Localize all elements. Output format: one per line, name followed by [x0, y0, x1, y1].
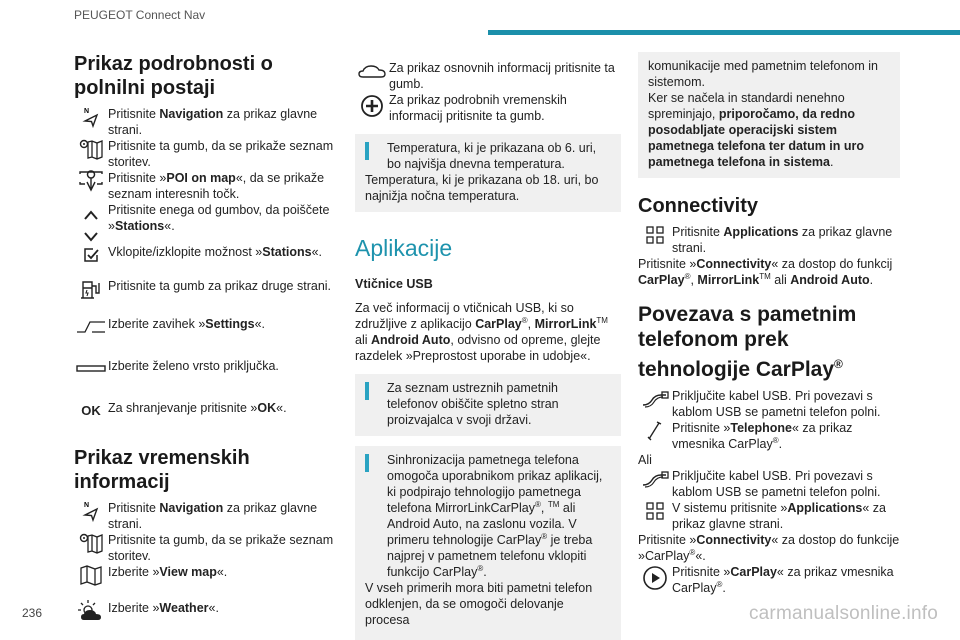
usb-cable-icon [638, 468, 672, 490]
column-1 [74, 52, 336, 622]
charging-station-icon [74, 278, 108, 300]
carplay-icon [638, 564, 672, 592]
or-label: Ali [638, 453, 652, 467]
carplay-step-applications: V sistemu pritisnite »Applications« za prikaz glavne strani. [638, 500, 900, 532]
step-save: OK Za shranjevanje pritisnite »OK«. [74, 400, 336, 422]
section-title-connectivity: Connectivity [638, 195, 759, 217]
section-title-carplay: Povezava s pametnim telefonom prek tehnologije CarPlay® [638, 303, 857, 381]
weather-step-weather: Izberite »Weather«. [74, 600, 336, 622]
carplay-step-usb-alt: Priključite kabel USB. Pri povezavi s kablom USB se pametni telefon polni. [638, 468, 900, 500]
svg-text:N: N [84, 502, 90, 509]
running-header: PEUGEOT Connect Nav [74, 8, 206, 22]
info-marker-icon [365, 454, 369, 472]
usb-cable-icon [638, 388, 672, 410]
poi-map-icon [74, 170, 108, 192]
watermark: carmanualsonline.info [748, 603, 938, 624]
usb-paragraph: Za več informacij o vtičnicah USB, ki so združljive z aplikacijo CarPlay®, MirrorLink™ ali Android Auto, odvisno od opreme, glejte razdelek »Preprostost uporabe in udobje«. [355, 301, 608, 363]
ok-icon: OK [81, 403, 101, 418]
weather-detail-step: Za prikaz podrobnih vremenskih informacij pritisnite ta gumb. [355, 92, 621, 124]
weather-cloud-sun-icon [74, 600, 108, 622]
header-accent-bar [488, 30, 960, 35]
sync-note-continued: komunikacije med pametnim telefonom in sistemom. Ker se načela in standardi nenehno spreminjajo, priporočamo, da redno posodabljate operacijski sistem pametnega telefona ter datum in uro pametnega telefona in sistema. [638, 52, 900, 178]
weather-step-services: Pritisnite ta gumb, da se prikaže seznam storitev. [74, 532, 336, 564]
selection-bar-icon [74, 358, 108, 380]
chevron-up-icon [74, 206, 108, 224]
page-number: 236 [22, 606, 43, 620]
info-marker-icon [365, 142, 369, 160]
settings-map-icon [74, 138, 108, 160]
apps-grid-icon [638, 500, 672, 522]
plus-circle-icon [355, 92, 389, 120]
settings-map-icon [74, 532, 108, 554]
phone-icon [638, 420, 672, 442]
step-poi-on-map: Pritisnite »POI on map«, da se prikaže seznam interesnih točk. [74, 170, 336, 202]
column-3 [638, 52, 900, 596]
column-2 [355, 52, 621, 640]
step-settings-tab: Izberite zavihek »Settings«. [74, 316, 336, 338]
weather-step-view-map: Izberite »View map«. [74, 564, 336, 586]
navigation-arrow-icon [74, 500, 108, 522]
info-marker-icon [365, 382, 369, 400]
phone-list-note: Za seznam ustreznih pametnih telefonov obiščite spletno stran proizvajalca v svoji državi. [355, 374, 621, 436]
section-title-station-details: Prikaz podrobnosti o polnilni postaji [74, 53, 273, 99]
step-toggle-stations: Vklopite/izklopite možnost »Stations«. [74, 244, 336, 266]
map-icon [74, 564, 108, 586]
usb-sockets-title: Vtičnice USB [355, 277, 433, 291]
step-find-stations: Pritisnite enega od gumbov, da poiščete »Stations«. [74, 202, 336, 246]
step-services: Pritisnite ta gumb, da se prikaže seznam storitev. [74, 138, 336, 170]
carplay-step-usb: Priključite kabel USB. Pri povezavi s kablom USB se pametni telefon polni. [638, 388, 900, 420]
temperature-note: Temperatura, ki je prikazana ob 6. uri, bo najvišja dnevna temperatura. Temperatura, ki je prikazana ob 18. uri, bo najnižja nočna temperatura. [355, 134, 621, 212]
connectivity-paragraph: Pritisnite »Connectivity« za dostop do funkcij CarPlay®, MirrorLink™ ali Android Auto. [638, 257, 893, 287]
navigation-arrow-icon [74, 106, 108, 128]
carplay-step-carplay: Pritisnite »CarPlay« za prikaz vmesnika CarPlay®. [638, 564, 900, 596]
sync-note: Sinhronizacija pametnega telefona omogoča uporabnikom prikaz aplikacij, ki podpirajo tehnologijo pametnega telefona MirrorLinkCarPlay®, ™ ali Android Auto, na zaslonu vozila. V primeru tehnologije CarPlay® je treba najprej v pametnem telefonu vklopiti funkcijo CarPlay®. V vseh primerih mora biti pametni telefon odklenjen, da se omogoči delovanje procesa [355, 446, 621, 640]
section-title-applications: Aplikacije [355, 235, 453, 261]
carplay-connectivity-paragraph: Pritisnite »Connectivity« za dostop do funkcije »CarPlay®«. [638, 533, 900, 563]
connectivity-step-applications: Pritisnite Applications za prikaz glavne strani. [638, 224, 900, 256]
weather-basic-step: Za prikaz osnovnih informacij pritisnite ta gumb. [355, 60, 621, 92]
step-connector-type: Izberite želeno vrsto priključka. [74, 358, 336, 380]
checkbox-checked-icon [74, 244, 108, 266]
weather-step-navigation: N Pritisnite Navigation za prikaz glavne strani. [74, 500, 336, 532]
tab-icon [74, 316, 108, 338]
apps-grid-icon [638, 224, 672, 246]
section-title-weather: Prikaz vremenskih informacij [74, 447, 250, 493]
step-navigation: N Pritisnite Navigation za prikaz glavne strani. [74, 106, 336, 138]
step-other-page: Pritisnite ta gumb za prikaz druge strani. [74, 278, 336, 300]
cloud-icon [355, 60, 389, 82]
carplay-step-telephone: Pritisnite »Telephone« za prikaz vmesnika CarPlay®. [638, 420, 900, 452]
svg-text:N: N [84, 108, 90, 115]
